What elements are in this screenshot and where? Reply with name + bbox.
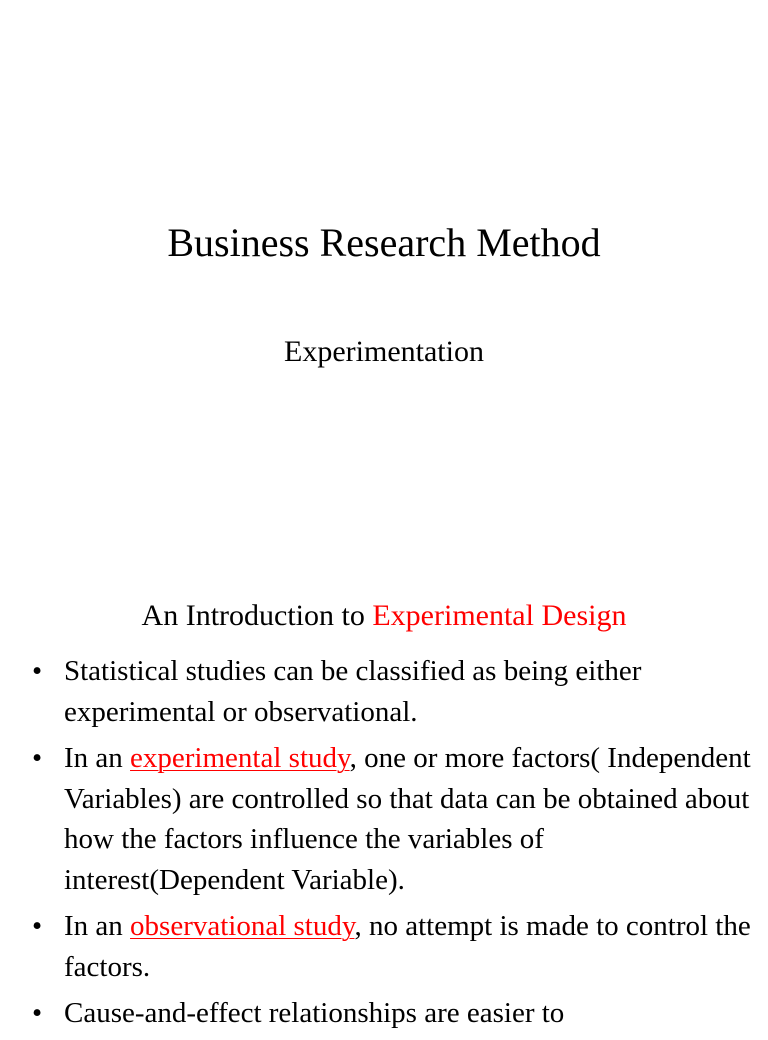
bullet-text-before: In an [64, 910, 131, 942]
bullet-mark: • [32, 742, 43, 774]
bullet-mark: • [32, 910, 43, 942]
bullet-item [32, 651, 762, 732]
slide-title: Business Research Method [167, 220, 601, 265]
bullet-text: Statistical studies can be classified as being either experimental or observational. [64, 655, 642, 728]
bullet-list [32, 651, 762, 1040]
bullet-item [32, 738, 762, 900]
slide-subtitle: Experimentation [284, 335, 484, 368]
term-link-experimental-study[interactable]: experimental study [130, 742, 350, 774]
section-heading [0, 597, 768, 635]
bullet-item [32, 993, 762, 1034]
bullet-text-after: , one or more factors( Independent Variables) are controlled so that data can be obtained about how the factors influence the variables of interest(Dependent Variable). [64, 742, 751, 896]
term-link-observational-study[interactable]: observational study [130, 910, 355, 942]
bullet-text-after: , no attempt is made to control the factors. [64, 910, 751, 983]
section-heading-highlight: Experimental Design [372, 599, 627, 632]
bullet-mark: • [32, 997, 43, 1029]
bullet-mark: • [32, 655, 43, 687]
bullet-text: Cause-and-effect relationships are easier to [64, 997, 565, 1029]
section-heading-prefix: An Introduction to [141, 599, 373, 632]
bullet-text-before: In an [64, 742, 131, 774]
bullet-item [32, 906, 762, 987]
